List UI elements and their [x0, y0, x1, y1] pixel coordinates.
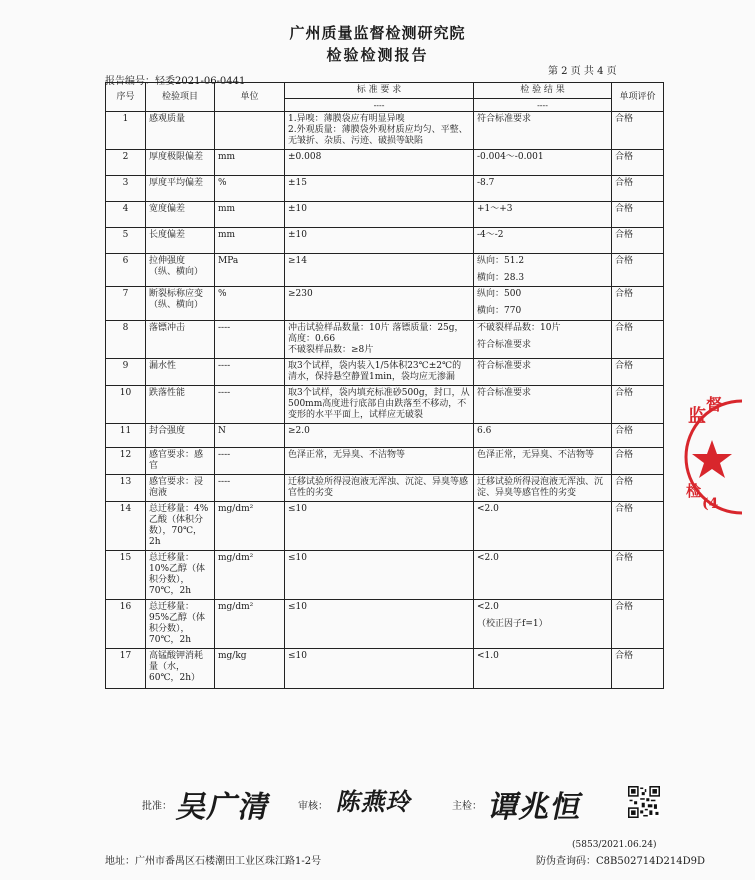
- unit-cell: mg/dm²: [215, 551, 285, 600]
- result-cell: [474, 112, 612, 150]
- requirement-line: 取3个试样，袋内填充标准砂500g，封口，从500mm高度进行底部自由跌落至不移动，不变形的水平平面上，试样应无破裂: [288, 388, 470, 420]
- result-line: 符合标准要求: [477, 361, 532, 371]
- requirement-cell: [285, 649, 474, 689]
- row-number: 13: [106, 475, 146, 502]
- result-line: 横向：770: [477, 306, 522, 316]
- header-requirement: [285, 83, 474, 112]
- table-row: [106, 202, 664, 228]
- unit-cell: N: [215, 424, 285, 448]
- result-line: 不破裂样品数：10片: [477, 323, 561, 333]
- result-line: <2.0: [477, 504, 499, 514]
- requirement-cell: [285, 112, 474, 150]
- approve-signature: 吴广清: [173, 790, 274, 825]
- result-cell: [474, 359, 612, 386]
- result-line: 符合标准要求: [477, 388, 532, 398]
- requirement-cell: [285, 150, 474, 176]
- result-line: 纵向：51.2: [477, 256, 525, 266]
- result-cell: [474, 321, 612, 359]
- unit-cell: mm: [215, 150, 285, 176]
- header-unit: 单位: [215, 83, 285, 112]
- requirement-line: 2.外观质量：薄膜袋外观材质应均匀、平整、无皱折、杂质、污迹、破损等缺陷: [288, 125, 468, 146]
- evaluation-cell: 合格: [612, 321, 664, 359]
- row-number: 5: [106, 228, 146, 254]
- evaluation-cell: 合格: [612, 254, 664, 287]
- report-number: 报告编号：轻委2021-06-0441: [105, 76, 246, 87]
- header-evaluation: 单项评价: [612, 83, 664, 112]
- requirement-line: ≤10: [288, 504, 307, 514]
- row-number: 6: [106, 254, 146, 287]
- evaluation-cell: 合格: [612, 475, 664, 502]
- row-number: 7: [106, 287, 146, 321]
- evaluation-cell: 合格: [612, 176, 664, 202]
- row-number: 10: [106, 386, 146, 424]
- result-line: -4～-2: [477, 230, 504, 240]
- evaluation-cell: 合格: [612, 502, 664, 551]
- evaluation-cell: 合格: [612, 551, 664, 600]
- inspection-item: 跌落性能: [146, 386, 215, 424]
- approve-label: 批准：: [142, 801, 172, 812]
- table-row: [106, 502, 664, 551]
- evaluation-cell: 合格: [612, 386, 664, 424]
- unit-cell: ----: [215, 359, 285, 386]
- unit-cell: mm: [215, 202, 285, 228]
- inspect-signature: 谭兆恒: [485, 790, 586, 825]
- evaluation-cell: 合格: [612, 287, 664, 321]
- unit-cell: [215, 112, 285, 150]
- result-cell: [474, 150, 612, 176]
- table-row: [106, 150, 664, 176]
- row-number: 16: [106, 600, 146, 649]
- requirement-cell: [285, 321, 474, 359]
- requirement-cell: [285, 424, 474, 448]
- unit-cell: ----: [215, 475, 285, 502]
- row-number: 9: [106, 359, 146, 386]
- inspection-item: 漏水性: [146, 359, 215, 386]
- unit-cell: mm: [215, 228, 285, 254]
- inspection-item: 落镖冲击: [146, 321, 215, 359]
- table-row: [106, 321, 664, 359]
- unit-cell: %: [215, 287, 285, 321]
- inspection-item: 感观质量: [146, 112, 215, 150]
- result-line: <2.0: [477, 553, 499, 563]
- result-line: +1～+3: [477, 204, 513, 214]
- result-cell: [474, 287, 612, 321]
- requirement-cell: [285, 551, 474, 600]
- review-label: 审核：: [298, 801, 328, 812]
- inspection-table: [105, 82, 664, 689]
- evaluation-cell: 合格: [612, 448, 664, 475]
- requirement-cell: [285, 228, 474, 254]
- row-number: 3: [106, 176, 146, 202]
- row-number: 8: [106, 321, 146, 359]
- seal-star-icon: [682, 392, 742, 522]
- result-cell: [474, 228, 612, 254]
- result-cell: [474, 424, 612, 448]
- table-row: [106, 228, 664, 254]
- table-body: [106, 112, 664, 689]
- requirement-line: ≤10: [288, 651, 307, 661]
- svg-text:监: 监: [688, 406, 706, 427]
- result-cell: [474, 551, 612, 600]
- inspection-item: 总迁移量：4%乙酸（体积分数），70℃，2h: [146, 502, 215, 551]
- requirement-line: ±10: [288, 230, 307, 240]
- requirement-cell: [285, 176, 474, 202]
- unit-cell: ----: [215, 386, 285, 424]
- evaluation-cell: 合格: [612, 600, 664, 649]
- table-row: [106, 448, 664, 475]
- result-line: 符合标准要求: [477, 340, 532, 350]
- result-line: 符合标准要求: [477, 114, 532, 124]
- inspect-label: 主检：: [452, 801, 482, 812]
- table-row: [106, 112, 664, 150]
- unit-cell: mg/dm²: [215, 502, 285, 551]
- review-signature: 陈燕玲: [334, 787, 416, 816]
- report-subtitle: 检验检测报告: [326, 46, 429, 64]
- evaluation-cell: 合格: [612, 649, 664, 689]
- requirement-line: ≥14: [288, 256, 307, 266]
- table-row: [106, 600, 664, 649]
- requirement-line: ±10: [288, 204, 307, 214]
- inspection-item: 厚度平均偏差: [146, 176, 215, 202]
- result-line: -0.004～-0.001: [477, 152, 544, 162]
- result-cell: [474, 475, 612, 502]
- inspection-item: 总迁移量：10%乙醇（体积分数），70℃，2h: [146, 551, 215, 600]
- inspection-item: 高锰酸钾消耗量（水，60℃，2h）: [146, 649, 215, 689]
- header-seq: 序号: [106, 83, 146, 112]
- evaluation-cell: 合格: [612, 359, 664, 386]
- inspection-item: 断裂标称应变（纵、横向）: [146, 287, 215, 321]
- row-number: 4: [106, 202, 146, 228]
- table-row: [106, 386, 664, 424]
- svg-text:检: 检: [686, 482, 702, 500]
- inspection-item: 感官要求：感官: [146, 448, 215, 475]
- unit-cell: %: [215, 176, 285, 202]
- requirement-line: ≥2.0: [288, 426, 310, 436]
- inspection-item: 封合强度: [146, 424, 215, 448]
- official-seal: [682, 392, 742, 522]
- result-cell: [474, 176, 612, 202]
- result-cell: [474, 448, 612, 475]
- result-line: 纵向：500: [477, 289, 522, 299]
- header-requirement-sub: ----: [373, 100, 385, 110]
- evaluation-cell: 合格: [612, 150, 664, 176]
- result-cell: [474, 254, 612, 287]
- unit-cell: mg/kg: [215, 649, 285, 689]
- unit-cell: MPa: [215, 254, 285, 287]
- result-line: -8.7: [477, 178, 495, 188]
- row-number: 17: [106, 649, 146, 689]
- unit-cell: mg/dm²: [215, 600, 285, 649]
- document-code: (5853/2021.06.24): [572, 840, 657, 850]
- result-line: <1.0: [477, 651, 499, 661]
- inspection-item: 感官要求：浸泡液: [146, 475, 215, 502]
- result-cell: [474, 649, 612, 689]
- requirement-line: 色泽正常，无异臭、不洁物等: [288, 450, 406, 460]
- svg-text:(4: (4: [702, 496, 719, 512]
- inspection-item: 厚度极限偏差: [146, 150, 215, 176]
- row-number: 15: [106, 551, 146, 600]
- unit-cell: ----: [215, 321, 285, 359]
- page-info: 第 2 页 共 4 页: [548, 66, 617, 77]
- svg-text:督: 督: [706, 395, 723, 414]
- requirement-cell: [285, 502, 474, 551]
- table-row: [106, 551, 664, 600]
- result-line: <2.0: [477, 602, 499, 612]
- result-line: 6.6: [477, 426, 492, 436]
- requirement-line: 取3个试样，袋内装入1/5体积23℃±2℃的清水，保持悬空静置1min，袋均应无渗漏: [288, 361, 462, 382]
- evaluation-cell: 合格: [612, 202, 664, 228]
- header-requirement-label: 标 准 要 求: [285, 83, 473, 99]
- evaluation-cell: 合格: [612, 228, 664, 254]
- requirement-line: ≤10: [288, 553, 307, 563]
- inspection-item: 长度偏差: [146, 228, 215, 254]
- requirement-line: ≥230: [288, 289, 313, 299]
- requirement-cell: [285, 359, 474, 386]
- table-row: [106, 359, 664, 386]
- header-result-label: 检 验 结 果: [474, 83, 611, 99]
- result-line: 迁移试验所得浸泡液无浑浊、沉淀、异臭等感官性的劣变: [477, 477, 604, 498]
- requirement-cell: [285, 475, 474, 502]
- table-row: [106, 287, 664, 321]
- result-cell: [474, 202, 612, 228]
- header-result: [474, 83, 612, 112]
- qr-code-icon: [628, 786, 660, 818]
- table-row: [106, 424, 664, 448]
- inspection-item: 总迁移量：95%乙醇（体积分数），70℃，2h: [146, 600, 215, 649]
- header-result-sub: ----: [537, 100, 548, 110]
- row-number: 1: [106, 112, 146, 150]
- requirement-line: ±0.008: [288, 152, 322, 162]
- result-cell: [474, 502, 612, 551]
- verification-code: 防伪查询码：C8B502714D214D9D: [536, 856, 706, 867]
- inspection-item: 拉伸强度（纵、横向）: [146, 254, 215, 287]
- row-number: 11: [106, 424, 146, 448]
- unit-cell: ----: [215, 448, 285, 475]
- requirement-line: ≤10: [288, 602, 307, 612]
- result-line: 色泽正常，无异臭、不洁物等: [477, 450, 595, 460]
- requirement-line: 1.异嗅：薄膜袋应有明显异嗅: [288, 114, 405, 124]
- evaluation-cell: 合格: [612, 424, 664, 448]
- requirement-line: 不破裂样品数：≥8片: [288, 345, 374, 355]
- row-number: 2: [106, 150, 146, 176]
- requirement-cell: [285, 287, 474, 321]
- requirement-cell: [285, 600, 474, 649]
- requirement-cell: [285, 386, 474, 424]
- result-line: （校正因子f=1）: [477, 619, 548, 629]
- result-cell: [474, 386, 612, 424]
- row-number: 14: [106, 502, 146, 551]
- table-row: [106, 176, 664, 202]
- requirement-cell: [285, 202, 474, 228]
- requirement-line: ±15: [288, 178, 307, 188]
- result-line: 横向：28.3: [477, 273, 525, 283]
- result-cell: [474, 600, 612, 649]
- address-line: 地址：广州市番禺区石楼潮田工业区珠江路1-2号: [105, 856, 322, 867]
- inspection-item: 宽度偏差: [146, 202, 215, 228]
- requirement-line: 迁移试验所得浸泡液无浑浊、沉淀、异臭等感官性的劣变: [288, 477, 469, 498]
- evaluation-cell: 合格: [612, 112, 664, 150]
- header-item: 检验项目: [146, 83, 215, 112]
- institution-title: 广州质量监督检测研究院: [289, 24, 466, 42]
- requirement-cell: [285, 254, 474, 287]
- table-row: [106, 254, 664, 287]
- table-row: [106, 649, 664, 689]
- table-header-row: [106, 83, 664, 112]
- table-row: [106, 475, 664, 502]
- row-number: 12: [106, 448, 146, 475]
- requirement-cell: [285, 448, 474, 475]
- requirement-line: 冲击试验样品数量：10片 落镖质量：25g，高度：0.66: [288, 323, 464, 344]
